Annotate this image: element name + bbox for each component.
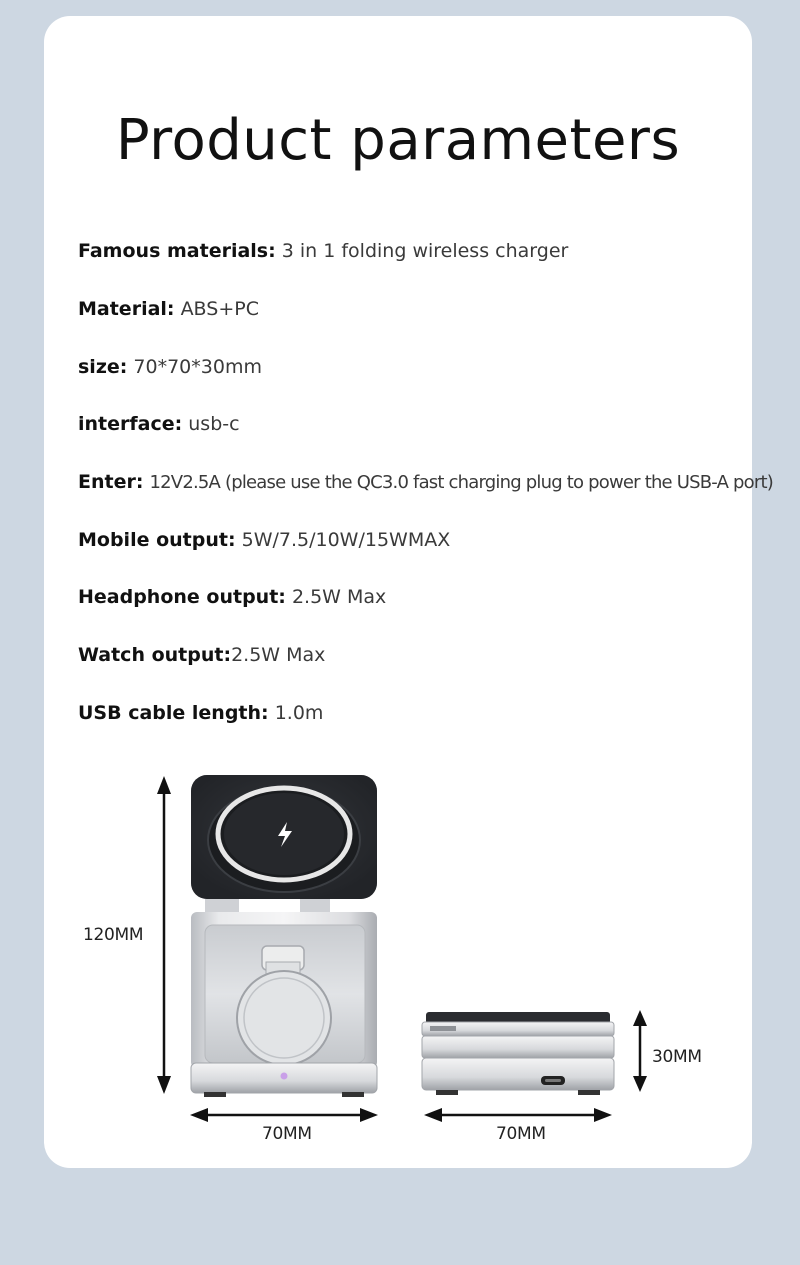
folded-device <box>422 1012 614 1095</box>
spec-value: 2.5W Max <box>231 644 326 666</box>
spec-value: 1.0m <box>274 702 324 724</box>
spec-key: Enter: <box>78 471 144 493</box>
spec-value: 70*70*30mm <box>133 356 262 378</box>
spec-value: 2.5W Max <box>291 586 387 608</box>
spec-key: Watch output: <box>78 644 232 666</box>
front-width-label: 70MM <box>262 1124 312 1144</box>
front-view-device <box>191 775 377 1097</box>
spec-key: interface: <box>78 413 183 435</box>
spec-key: Material: <box>78 298 175 320</box>
spec-key: Famous materials: <box>78 240 276 262</box>
height-arrow-icon <box>157 776 171 1094</box>
side-width-arrow-icon <box>424 1108 612 1122</box>
thickness-arrow-icon <box>633 1010 647 1092</box>
spec-key: Headphone output: <box>78 586 286 608</box>
page-title: Product parameters <box>115 108 681 173</box>
spec-key: Mobile output: <box>78 529 236 551</box>
spec-key: size: <box>78 356 128 378</box>
thickness-label: 30MM <box>652 1047 702 1067</box>
spec-value: usb-c <box>188 413 240 435</box>
height-label: 120MM <box>83 925 144 945</box>
spec-key: USB cable length: <box>78 702 269 724</box>
spec-value: ABS+PC <box>180 298 259 320</box>
front-width-arrow-icon <box>190 1108 378 1122</box>
spec-value: 5W/7.5/10W/15WMAX <box>241 529 451 551</box>
spec-value: 12V2.5A (please use the QC3.0 fast charging plug to power the USB-A port) <box>149 472 773 493</box>
spec-value: 3 in 1 folding wireless charger <box>281 240 569 262</box>
side-width-label: 70MM <box>496 1124 546 1144</box>
